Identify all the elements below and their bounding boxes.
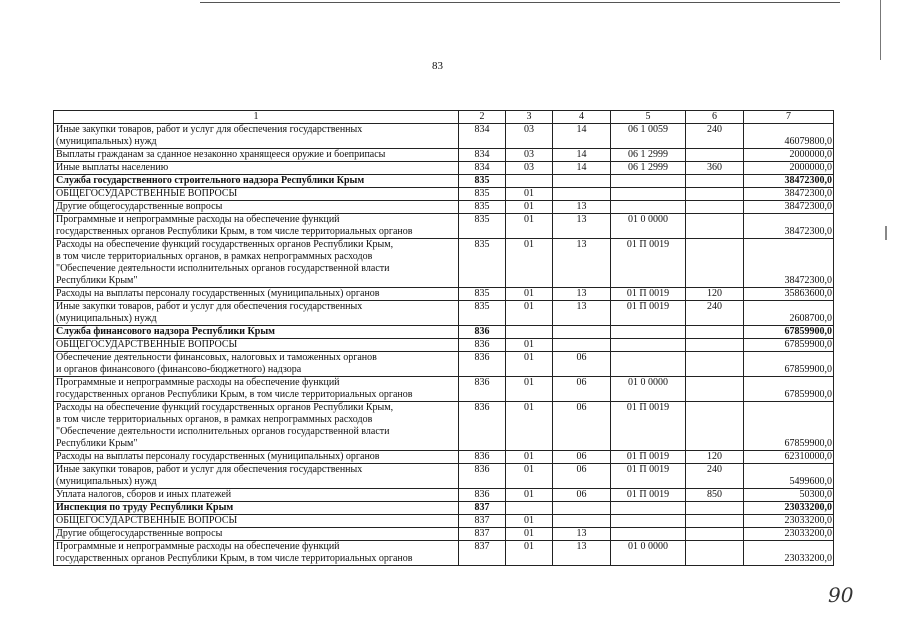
row-name-cell: Программные и непрограммные расходы на обеспечение функций государственных органов Республики Крым, в том числе территориальных органов (54, 377, 459, 402)
section-code-cell: 01 (506, 201, 553, 214)
section-code-cell: 01 (506, 188, 553, 201)
amount-cell: 23033200,0 (744, 528, 834, 541)
subsection-code-cell: 13 (553, 214, 611, 239)
target-article-cell (611, 352, 686, 377)
target-article-cell: 01 0 0000 (611, 541, 686, 566)
target-article-cell (611, 326, 686, 339)
row-name-cell: Иные закупки товаров, работ и услуг для обеспечения государственных (муниципальных) нужд (54, 124, 459, 149)
section-code-cell: 01 (506, 515, 553, 528)
target-article-cell: 01 П 0019 (611, 301, 686, 326)
header-cell: 5 (611, 111, 686, 124)
ministry-code-cell: 835 (459, 301, 506, 326)
subsection-code-cell: 13 (553, 239, 611, 288)
section-code-cell: 01 (506, 402, 553, 451)
row-name-cell: Программные и непрограммные расходы на обеспечение функций государственных органов Республики Крым, в том числе территориальных органов (54, 541, 459, 566)
expense-type-cell (686, 377, 744, 402)
amount-cell: 23033200,0 (744, 515, 834, 528)
row-name-cell: Расходы на обеспечение функций государственных органов Республики Крым, в том числе территориальных органов, в рамках непрограммных расходов "Обеспечение деятельности исполнительных органов государственной власти Республики Крым" (54, 239, 459, 288)
table-row (54, 239, 834, 288)
subsection-code-cell: 13 (553, 288, 611, 301)
section-code-cell (506, 326, 553, 339)
ministry-code-cell: 837 (459, 541, 506, 566)
ministry-code-cell: 836 (459, 489, 506, 502)
expense-type-cell (686, 541, 744, 566)
amount-cell: 67859900,0 (744, 339, 834, 352)
scan-artifact (885, 226, 887, 240)
amount-cell: 67859900,0 (744, 352, 834, 377)
target-article-cell (611, 515, 686, 528)
ministry-code-cell: 835 (459, 214, 506, 239)
target-article-cell: 01 0 0000 (611, 214, 686, 239)
target-article-cell: 01 0 0000 (611, 377, 686, 402)
subsection-code-cell: 06 (553, 489, 611, 502)
amount-cell: 62310000,0 (744, 451, 834, 464)
table-row (54, 464, 834, 489)
section-code-cell: 01 (506, 301, 553, 326)
target-article-cell (611, 188, 686, 201)
row-name-cell: Служба государственного строительного надзора Республики Крым (54, 175, 459, 188)
section-code-cell: 01 (506, 352, 553, 377)
target-article-cell (611, 502, 686, 515)
ministry-code-cell: 835 (459, 188, 506, 201)
ministry-code-cell: 836 (459, 339, 506, 352)
table-row (54, 502, 834, 515)
subsection-code-cell: 13 (553, 528, 611, 541)
section-code-cell: 01 (506, 288, 553, 301)
ministry-code-cell: 836 (459, 451, 506, 464)
row-name-cell: Иные закупки товаров, работ и услуг для обеспечения государственных (муниципальных) нужд (54, 464, 459, 489)
table-row (54, 175, 834, 188)
ministry-code-cell: 835 (459, 239, 506, 288)
subsection-code-cell (553, 339, 611, 352)
row-name-cell: Инспекция по труду Республики Крым (54, 502, 459, 515)
expense-type-cell (686, 214, 744, 239)
table-row (54, 124, 834, 149)
table-row (54, 451, 834, 464)
ministry-code-cell: 835 (459, 175, 506, 188)
table-row (54, 541, 834, 566)
subsection-code-cell: 06 (553, 377, 611, 402)
table-row (54, 162, 834, 175)
table-row (54, 528, 834, 541)
table-row (54, 339, 834, 352)
target-article-cell: 06 1 2999 (611, 162, 686, 175)
table-row (54, 288, 834, 301)
row-name-cell: Расходы на выплаты персоналу государственных (муниципальных) органов (54, 288, 459, 301)
target-article-cell (611, 175, 686, 188)
row-name-cell: Служба финансового надзора Республики Крым (54, 326, 459, 339)
row-name-cell: Другие общегосударственные вопросы (54, 528, 459, 541)
expense-type-cell: 240 (686, 124, 744, 149)
amount-cell: 67859900,0 (744, 377, 834, 402)
section-code-cell: 01 (506, 239, 553, 288)
scan-border-line (200, 2, 840, 3)
subsection-code-cell: 13 (553, 301, 611, 326)
subsection-code-cell: 13 (553, 541, 611, 566)
target-article-cell: 01 П 0019 (611, 239, 686, 288)
expense-type-cell (686, 402, 744, 451)
table-header-row (54, 111, 834, 124)
subsection-code-cell (553, 502, 611, 515)
expense-type-cell (686, 149, 744, 162)
section-code-cell: 01 (506, 464, 553, 489)
table-row (54, 377, 834, 402)
expense-type-cell (686, 502, 744, 515)
expense-type-cell: 850 (686, 489, 744, 502)
ministry-code-cell: 836 (459, 464, 506, 489)
subsection-code-cell (553, 515, 611, 528)
section-code-cell: 01 (506, 528, 553, 541)
expense-type-cell: 240 (686, 464, 744, 489)
section-code-cell: 03 (506, 149, 553, 162)
row-name-cell: Иные закупки товаров, работ и услуг для обеспечения государственных (муниципальных) нужд (54, 301, 459, 326)
target-article-cell: 01 П 0019 (611, 464, 686, 489)
section-code-cell (506, 175, 553, 188)
ministry-code-cell: 835 (459, 201, 506, 214)
row-name-cell: Выплаты гражданам за сданное незаконно хранящееся оружие и боеприпасы (54, 149, 459, 162)
ministry-code-cell: 834 (459, 162, 506, 175)
table-row (54, 188, 834, 201)
section-code-cell: 01 (506, 489, 553, 502)
amount-cell: 50300,0 (744, 489, 834, 502)
subsection-code-cell: 14 (553, 149, 611, 162)
amount-cell: 38472300,0 (744, 239, 834, 288)
amount-cell: 23033200,0 (744, 502, 834, 515)
row-name-cell: ОБЩЕГОСУДАРСТВЕННЫЕ ВОПРОСЫ (54, 339, 459, 352)
table-row (54, 402, 834, 451)
table-row (54, 201, 834, 214)
handwritten-note: 90 (828, 583, 854, 607)
amount-cell: 38472300,0 (744, 214, 834, 239)
target-article-cell (611, 528, 686, 541)
expense-type-cell (686, 515, 744, 528)
row-name-cell: Иные выплаты населению (54, 162, 459, 175)
amount-cell: 38472300,0 (744, 188, 834, 201)
amount-cell: 67859900,0 (744, 326, 834, 339)
expense-type-cell (686, 528, 744, 541)
target-article-cell: 01 П 0019 (611, 402, 686, 451)
amount-cell: 2000000,0 (744, 162, 834, 175)
section-code-cell: 01 (506, 377, 553, 402)
target-article-cell: 01 П 0019 (611, 489, 686, 502)
ministry-code-cell: 836 (459, 402, 506, 451)
header-cell: 2 (459, 111, 506, 124)
section-code-cell: 01 (506, 541, 553, 566)
section-code-cell (506, 502, 553, 515)
amount-cell: 46079800,0 (744, 124, 834, 149)
subsection-code-cell: 14 (553, 162, 611, 175)
row-name-cell: ОБЩЕГОСУДАРСТВЕННЫЕ ВОПРОСЫ (54, 515, 459, 528)
subsection-code-cell: 14 (553, 124, 611, 149)
ministry-code-cell: 837 (459, 502, 506, 515)
subsection-code-cell: 06 (553, 402, 611, 451)
table-row (54, 352, 834, 377)
ministry-code-cell: 836 (459, 377, 506, 402)
row-name-cell: ОБЩЕГОСУДАРСТВЕННЫЕ ВОПРОСЫ (54, 188, 459, 201)
target-article-cell: 06 1 0059 (611, 124, 686, 149)
section-code-cell: 03 (506, 162, 553, 175)
header-cell: 6 (686, 111, 744, 124)
ministry-code-cell: 836 (459, 352, 506, 377)
ministry-code-cell: 836 (459, 326, 506, 339)
expense-type-cell (686, 339, 744, 352)
section-code-cell: 01 (506, 214, 553, 239)
row-name-cell: Уплата налогов, сборов и иных платежей (54, 489, 459, 502)
expense-type-cell (686, 239, 744, 288)
ministry-code-cell: 837 (459, 528, 506, 541)
expense-type-cell (686, 188, 744, 201)
section-code-cell: 01 (506, 451, 553, 464)
amount-cell: 5499600,0 (744, 464, 834, 489)
ministry-code-cell: 835 (459, 288, 506, 301)
budget-table (53, 110, 834, 566)
expense-type-cell (686, 326, 744, 339)
subsection-code-cell: 06 (553, 451, 611, 464)
header-cell: 1 (54, 111, 459, 124)
row-name-cell: Обеспечение деятельности финансовых, налоговых и таможенных органов и органов финансового (финансово-бюджетного) надзора (54, 352, 459, 377)
amount-cell: 35863600,0 (744, 288, 834, 301)
subsection-code-cell: 06 (553, 352, 611, 377)
amount-cell: 2000000,0 (744, 149, 834, 162)
table-row (54, 489, 834, 502)
amount-cell: 2608700,0 (744, 301, 834, 326)
table-row (54, 326, 834, 339)
header-cell: 3 (506, 111, 553, 124)
row-name-cell: Другие общегосударственные вопросы (54, 201, 459, 214)
expense-type-cell (686, 352, 744, 377)
subsection-code-cell (553, 326, 611, 339)
amount-cell: 38472300,0 (744, 175, 834, 188)
amount-cell: 67859900,0 (744, 402, 834, 451)
table-body (54, 111, 834, 566)
section-code-cell: 01 (506, 339, 553, 352)
target-article-cell (611, 201, 686, 214)
scan-border-line (880, 0, 881, 60)
amount-cell: 38472300,0 (744, 201, 834, 214)
row-name-cell: Расходы на выплаты персоналу государственных (муниципальных) органов (54, 451, 459, 464)
table-row (54, 515, 834, 528)
ministry-code-cell: 834 (459, 124, 506, 149)
row-name-cell: Расходы на обеспечение функций государственных органов Республики Крым, в том числе территориальных органов, в рамках непрограммных расходов "Обеспечение деятельности исполнительных органов государственной власти Республики Крым" (54, 402, 459, 451)
expense-type-cell: 240 (686, 301, 744, 326)
expense-type-cell (686, 175, 744, 188)
table-row (54, 301, 834, 326)
ministry-code-cell: 834 (459, 149, 506, 162)
subsection-code-cell: 13 (553, 201, 611, 214)
target-article-cell: 06 1 2999 (611, 149, 686, 162)
expense-type-cell: 360 (686, 162, 744, 175)
header-cell: 4 (553, 111, 611, 124)
header-cell: 7 (744, 111, 834, 124)
subsection-code-cell (553, 175, 611, 188)
page-number: 83 (432, 60, 443, 72)
amount-cell: 23033200,0 (744, 541, 834, 566)
subsection-code-cell (553, 188, 611, 201)
expense-type-cell: 120 (686, 288, 744, 301)
target-article-cell: 01 П 0019 (611, 451, 686, 464)
section-code-cell: 03 (506, 124, 553, 149)
target-article-cell (611, 339, 686, 352)
expense-type-cell: 120 (686, 451, 744, 464)
subsection-code-cell: 06 (553, 464, 611, 489)
table-row (54, 149, 834, 162)
row-name-cell: Программные и непрограммные расходы на обеспечение функций государственных органов Республики Крым, в том числе территориальных органов (54, 214, 459, 239)
ministry-code-cell: 837 (459, 515, 506, 528)
expense-type-cell (686, 201, 744, 214)
table-row (54, 214, 834, 239)
target-article-cell: 01 П 0019 (611, 288, 686, 301)
